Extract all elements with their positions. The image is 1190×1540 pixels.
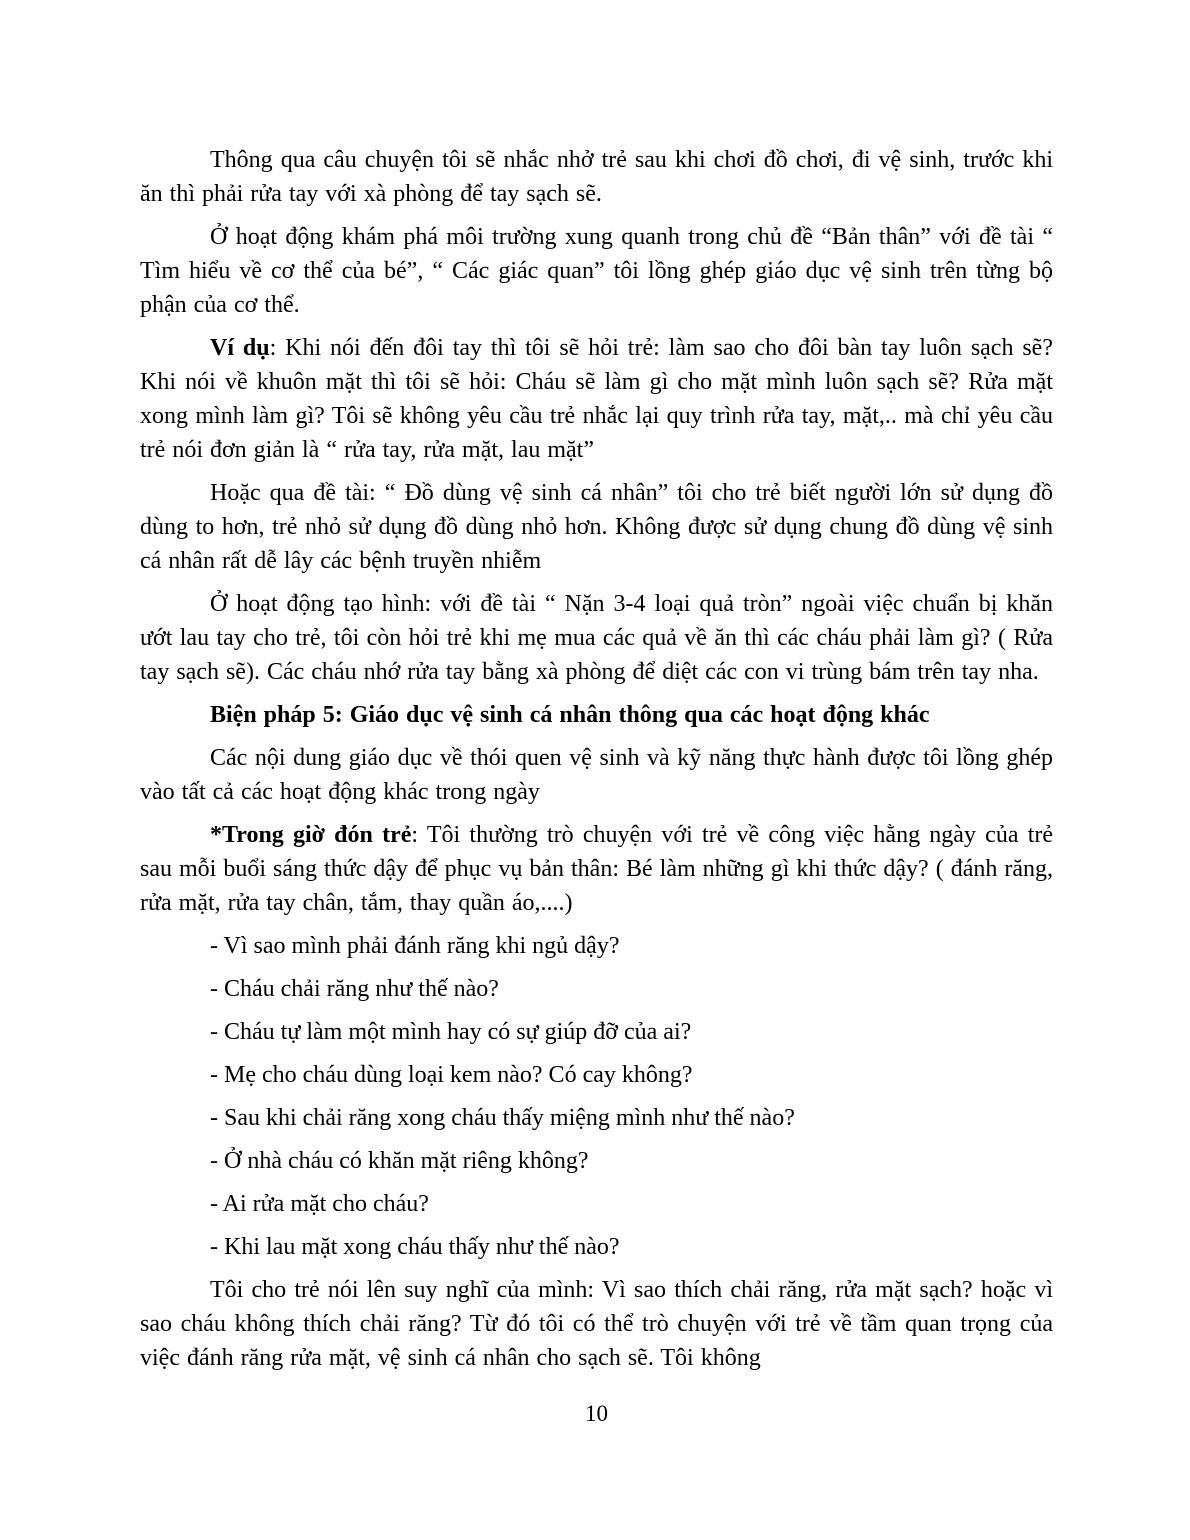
page-number: 10	[585, 1401, 608, 1426]
section-heading-bien-phap-5: Biện pháp 5: Giáo dục vệ sinh cá nhân thông qua các hoạt động khác	[210, 702, 930, 728]
vi-du-bold-label: Ví dụ	[210, 335, 270, 361]
gio-don-tre-bold-label: *Trong giờ đón trẻ	[210, 822, 412, 848]
paragraph-noi-dung-giao-duc: Các nội dung giáo dục về thói quen vệ sinh và kỹ năng thực hành được tôi lồng ghép vào tất cả các hoạt động khác trong ngày	[140, 745, 1053, 805]
vi-du-text: : Khi nói đến đôi tay thì tôi sẽ hỏi trẻ: làm sao cho đôi bàn tay luôn sạch sẽ? Khi nói về khuôn mặt thì tôi sẽ hỏi: Cháu sẽ làm gì cho mặt mình luôn sạch sẽ? Rửa mặt xong mình làm gì? Tôi sẽ không yêu cầu trẻ nhắc lại quy trình rửa tay, mặt,.. mà chỉ yêu cầu trẻ nói đơn giản là “ rửa tay, rửa mặt, lau mặt”	[140, 335, 1053, 463]
paragraph-do-dung-ve-sinh: Hoặc qua đề tài: “ Đồ dùng vệ sinh cá nhân” tôi cho trẻ biết người lớn sử dụng đồ dùng to hơn, trẻ nhỏ sử dụng đồ dùng nhỏ hơn. Không được sử dụng chung đồ dùng vệ sinh cá nhân rất dễ lây các bệnh truyền nhiễm	[140, 480, 1053, 574]
question-item: - Cháu tự làm một mình hay có sự giúp đỡ của ai?	[210, 1019, 692, 1045]
question-item: - Sau khi chải răng xong cháu thấy miệng mình như thế nào?	[210, 1105, 795, 1131]
question-item: - Khi lau mặt xong cháu thấy như thế nào?	[210, 1234, 620, 1260]
question-item: - Ở nhà cháu có khăn mặt riêng không?	[210, 1148, 589, 1174]
paragraph-kham-pha-moi-truong: Ở hoạt động khám phá môi trường xung quanh trong chủ đề “Bản thân” với đề tài “ Tìm hiểu về cơ thể của bé”, “ Các giác quan” tôi lồng ghép giáo dục vệ sinh trên từng bộ phận của cơ thể.	[140, 224, 1053, 318]
question-item: - Mẹ cho cháu dùng loại kem nào? Có cay không?	[210, 1062, 693, 1088]
paragraph-tao-hinh: Ở hoạt động tạo hình: với đề tài “ Nặn 3-4 loại quả tròn” ngoài việc chuẩn bị khăn ướt lau tay cho trẻ, tôi còn hỏi trẻ khi mẹ mua các quả về ăn thì các cháu phải làm gì? ( Rửa tay sạch sẽ). Các cháu nhớ rửa tay bằng xà phòng để diệt các con vi trùng bám trên tay nha.	[140, 591, 1053, 685]
paragraph-ket-suy-nghi: Tôi cho trẻ nói lên suy nghĩ của mình: Vì sao thích chải răng, rửa mặt sạch? hoặc vì sao cháu không thích chải răng? Từ đó tôi có thể trò chuyện với trẻ về tầm quan trọng của việc đánh răng rửa mặt, vệ sinh cá nhân cho sạch sẽ. Tôi không	[140, 1277, 1053, 1371]
question-item: - Vì sao mình phải đánh răng khi ngủ dậy?	[210, 933, 620, 959]
gio-don-tre-text: : Tôi thường trò chuyện với trẻ về công việc hằng ngày của trẻ sau mỗi buổi sáng thức dậy để phục vụ bản thân: Bé làm những gì khi thức dậy? ( đánh răng, rửa mặt, rửa tay chân, tắm, thay quần áo,....)	[140, 822, 1054, 916]
question-item: - Ai rửa mặt cho cháu?	[210, 1191, 429, 1217]
question-item: - Cháu chải răng như thế nào?	[210, 976, 499, 1002]
paragraph-gio-don-tre	[140, 818, 1053, 920]
paragraph-vi-du	[140, 331, 1053, 467]
paragraph-story-handwash: Thông qua câu chuyện tôi sẽ nhắc nhở trẻ sau khi chơi đồ chơi, đi vệ sinh, trước khi ăn thì phải rửa tay với xà phòng để tay sạch sẽ.	[140, 147, 1053, 207]
